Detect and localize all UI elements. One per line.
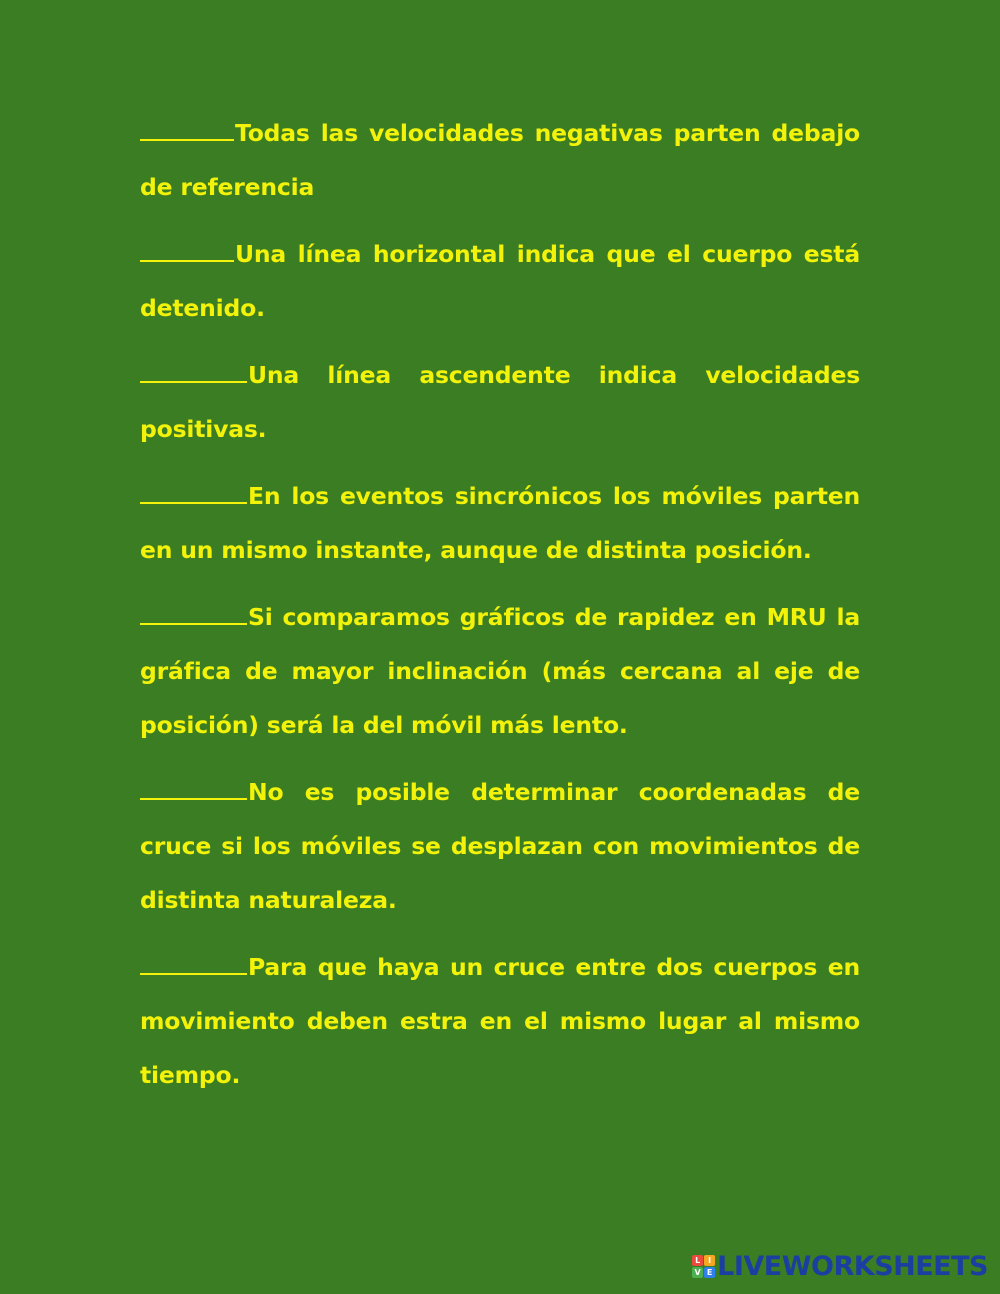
- logo-letter-i: I: [704, 1255, 715, 1266]
- answer-blank-2[interactable]: [140, 242, 234, 262]
- answer-blank-1[interactable]: [140, 121, 234, 141]
- answer-blank-6[interactable]: [140, 780, 247, 800]
- statement-text-2: Una línea horizontal indica que el cuerpo está detenido.: [140, 240, 860, 322]
- statement-text-6: No es posible determinar coordenadas de cruce si los móviles se desplazan con movimientos de distinta naturaleza.: [140, 778, 860, 914]
- statement-6: [140, 765, 860, 927]
- brand-name: LIVEWORKSHEETS: [717, 1251, 988, 1282]
- logo-letter-v: V: [692, 1267, 703, 1278]
- answer-blank-7[interactable]: [140, 955, 247, 975]
- liveworksheets-logo-icon: [692, 1255, 715, 1278]
- logo-letter-e: E: [704, 1267, 715, 1278]
- liveworksheets-brand: [692, 1251, 988, 1282]
- statement-1: [140, 106, 860, 214]
- statement-4: [140, 469, 860, 577]
- answer-blank-3[interactable]: [140, 363, 247, 383]
- answer-blank-4[interactable]: [140, 484, 247, 504]
- statement-7: [140, 940, 860, 1102]
- statement-3: [140, 348, 860, 456]
- statement-list: [140, 106, 860, 1115]
- answer-blank-5[interactable]: [140, 605, 247, 625]
- logo-letter-l: L: [692, 1255, 703, 1266]
- statement-text-4: En los eventos sincrónicos los móviles parten en un mismo instante, aunque de distinta posición.: [140, 482, 860, 564]
- statement-text-1: Todas las velocidades negativas parten debajo de referencia: [140, 119, 860, 201]
- statement-5: [140, 590, 860, 752]
- statement-text-5: Si comparamos gráficos de rapidez en MRU la gráfica de mayor inclinación (más cercana al eje de posición) será la del móvil más lento.: [140, 603, 860, 739]
- statement-2: [140, 227, 860, 335]
- statement-text-7: Para que haya un cruce entre dos cuerpos en movimiento deben estra en el mismo lugar al mismo tiempo.: [140, 953, 860, 1089]
- statement-text-3: Una línea ascendente indica velocidades positivas.: [140, 361, 860, 443]
